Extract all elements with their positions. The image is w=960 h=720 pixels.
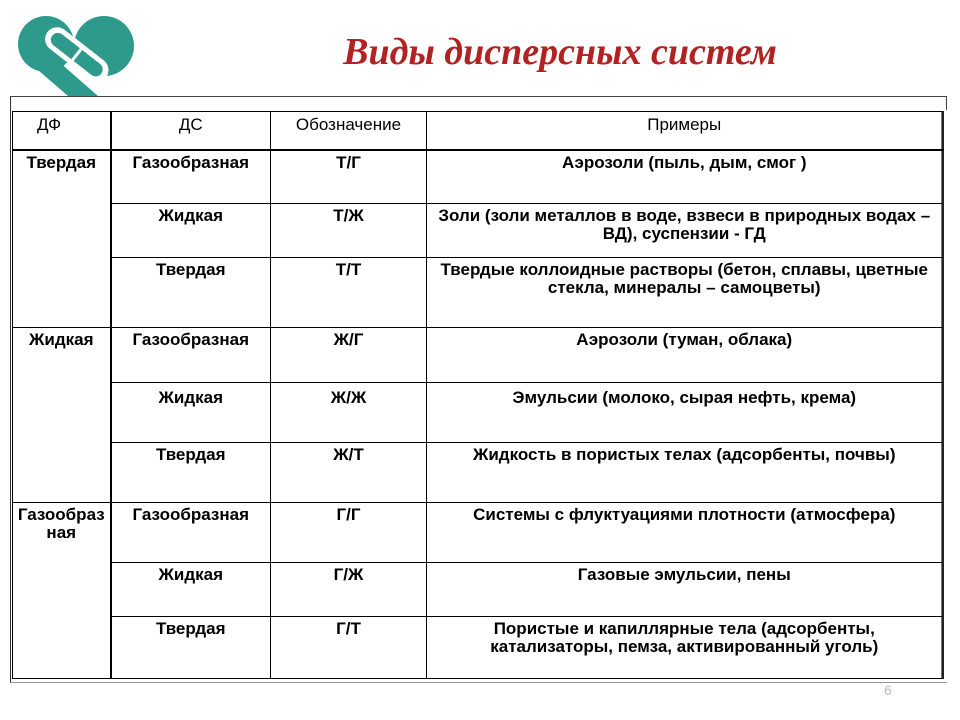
slide-frame-top — [10, 96, 947, 110]
examples-cell: Эмульсии (молоко, сырая нефть, крема) — [427, 383, 943, 443]
oboz-cell: Т/Т — [271, 258, 427, 328]
examples-cell: Твердые коллоидные растворы (бетон, сплавы, цветные стекла, минералы – самоцветы) — [427, 258, 943, 328]
examples-cell: Жидкость в пористых телах (адсорбенты, почвы) — [427, 443, 943, 503]
table-row — [13, 563, 943, 617]
ds-cell: Газообразная — [111, 503, 271, 563]
page-number: 6 — [884, 682, 892, 698]
oboz-cell: Г/Ж — [271, 563, 427, 617]
oboz-cell: Г/Т — [271, 617, 427, 679]
table-row — [13, 383, 943, 443]
examples-cell: Золи (золи металлов в воде, взвеси в природных водах – ВД), суспензии - ГД — [427, 204, 943, 258]
oboz-cell: Ж/Ж — [271, 383, 427, 443]
oboz-cell: Т/Г — [271, 150, 427, 204]
header-df: ДФ — [13, 112, 111, 150]
ds-cell: Твердая — [111, 258, 271, 328]
header-examples: Примеры — [427, 112, 943, 150]
table-row — [13, 150, 943, 204]
examples-cell: Пористые и капиллярные тела (адсорбенты, катализаторы, пемза, активированный уголь) — [427, 617, 943, 679]
ds-cell: Жидкая — [111, 563, 271, 617]
page-title: Виды дисперсных систем — [343, 31, 777, 73]
table-row — [13, 258, 943, 328]
table-row — [13, 328, 943, 383]
examples-cell: Системы с флуктуациями плотности (атмосфера) — [427, 503, 943, 563]
logo-icon — [10, 8, 142, 100]
table-row — [13, 503, 943, 563]
ds-cell: Газообразная — [111, 328, 271, 383]
ds-cell: Твердая — [111, 443, 271, 503]
ds-cell: Жидкая — [111, 383, 271, 443]
oboz-cell: Ж/Т — [271, 443, 427, 503]
df-cell: Газообразная — [13, 503, 111, 679]
header-row — [13, 112, 943, 150]
examples-cell: Газовые эмульсии, пены — [427, 563, 943, 617]
df-cell: Жидкая — [13, 328, 111, 503]
oboz-cell: Г/Г — [271, 503, 427, 563]
table-row — [13, 443, 943, 503]
table-row — [13, 617, 943, 679]
ds-cell: Газообразная — [111, 150, 271, 204]
ds-cell: Жидкая — [111, 204, 271, 258]
oboz-cell: Т/Ж — [271, 204, 427, 258]
oboz-cell: Ж/Г — [271, 328, 427, 383]
table-row — [13, 204, 943, 258]
dispersion-table — [12, 111, 944, 679]
examples-cell: Аэрозоли (туман, облака) — [427, 328, 943, 383]
header-ds: ДС — [111, 112, 271, 150]
df-cell: Твердая — [13, 150, 111, 328]
ds-cell: Твердая — [111, 617, 271, 679]
header-oboz: Обозначение — [271, 112, 427, 150]
examples-cell: Аэрозоли (пыль, дым, смог ) — [427, 150, 943, 204]
